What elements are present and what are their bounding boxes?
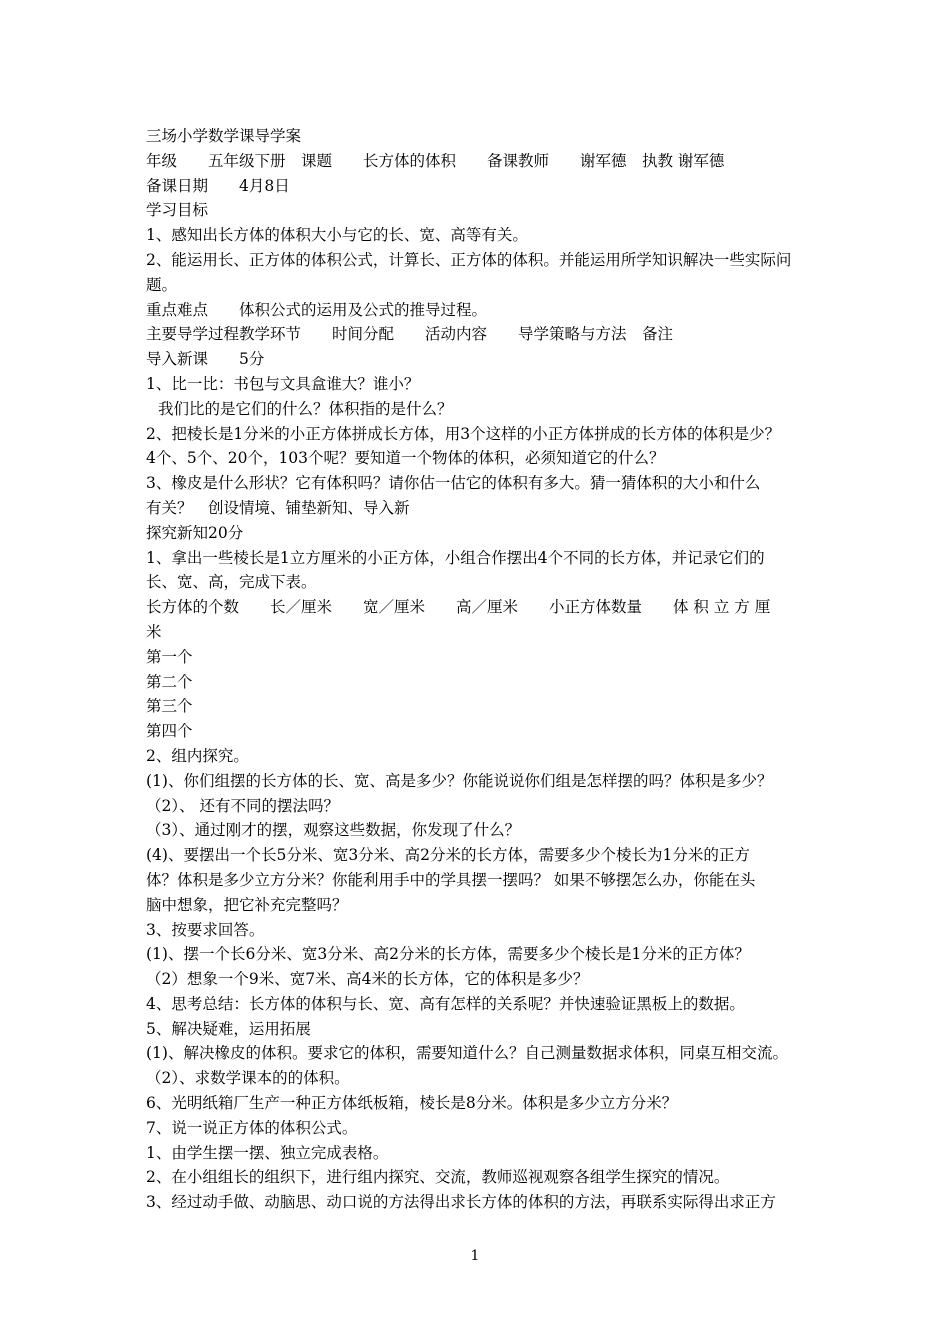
text-line: 4、思考总结：长方体的体积与长、宽、高有怎样的关系呢？并快速验证黑板上的数据。 bbox=[146, 994, 745, 1013]
text-line: 题。 bbox=[146, 275, 178, 294]
section-heading-intro: 导入新课 5分 bbox=[146, 350, 265, 369]
text-line: 5、解决疑难，运用拓展 bbox=[146, 1019, 311, 1038]
text-line: 3、橡皮是什么形状？它有体积吗？请你估一估它的体积有多大。猜一猜体积的大小和什么 bbox=[146, 474, 761, 493]
table-row-label: 第一个 bbox=[146, 647, 193, 666]
document-body bbox=[146, 124, 816, 1215]
text-line: 7、说一说正方体的体积公式。 bbox=[146, 1118, 358, 1137]
text-line: (1)、摆一个长6分米、宽3分米、高2分米的长方体，需要多少个棱长是1分米的正方体？ bbox=[146, 945, 750, 964]
text-line: (1)、解决橡皮的体积。要求它的体积，需要知道什么？自己测量数据求体积，同桌互相交流。 bbox=[146, 1044, 788, 1063]
text-line: （2）想象一个9米、宽7米、高4米的长方体，它的体积是多少？ bbox=[146, 970, 589, 989]
table-row-label: 第二个 bbox=[146, 672, 193, 691]
text-line: 脑中想象，把它补充完整吗？ bbox=[146, 895, 348, 914]
text-line: 1、感知出长方体的体积大小与它的长、宽、高等有关。 bbox=[146, 226, 528, 245]
lesson-info-line: 年级 五年级下册 课题 长方体的体积 备课教师 谢军德 执教 谢军德 bbox=[146, 151, 725, 170]
key-points-line: 重点难点 体积公式的运用及公式的推导过程。 bbox=[146, 300, 488, 319]
text-line: 1、由学生摆一摆、独立完成表格。 bbox=[146, 1143, 389, 1162]
table-row-label: 第四个 bbox=[146, 722, 193, 741]
section-heading-explore: 探究新知20分 bbox=[146, 523, 244, 542]
text-line: 2、组内探究。 bbox=[146, 746, 249, 765]
text-line: (1)、你们组摆的长方体的长、宽、高是多少？你能说说你们组是怎样摆的吗？体积是多少？ bbox=[146, 771, 773, 790]
text-line: 3、经过动手做、动脑思、动口说的方法得出求长方体的体积的方法，再联系实际得出求正方 bbox=[146, 1193, 776, 1212]
section-heading-objectives: 学习目标 bbox=[146, 201, 209, 220]
text-line: 3、按要求回答。 bbox=[146, 920, 265, 939]
table-row-label: 第三个 bbox=[146, 697, 193, 716]
lesson-date-line: 备课日期 4月8日 bbox=[146, 176, 290, 195]
page-number: 1 bbox=[470, 1248, 480, 1264]
text-line: 2、在小组组长的组织下，进行组内探究、交流，教师巡视观察各组学生探究的情况。 bbox=[146, 1168, 730, 1187]
table-columns-line: 长方体的个数 长／厘米 宽／厘米 高／厘米 小正方体数量 体 积 立 方 厘 bbox=[146, 598, 771, 617]
table-header-line: 主要导学过程教学环节 时间分配 活动内容 导学策略与方法 备注 bbox=[146, 325, 674, 344]
text-line: 4个、5个、20个，103个呢？要知道一个物体的体积，必须知道它的什么？ bbox=[146, 449, 665, 468]
text-line: 6、光明纸箱厂生产一种正方体纸板箱，棱长是8分米。体积是多少立方分米？ bbox=[146, 1094, 678, 1113]
text-line: 长、宽、高，完成下表。 bbox=[146, 573, 317, 592]
text-line: （3）、通过刚才的摆，观察这些数据，你发现了什么？ bbox=[146, 821, 521, 840]
text-line: 我们比的是它们的什么？体积指的是什么？ bbox=[158, 399, 453, 418]
text-line: 1、比一比：书包与文具盒谁大？谁小？ bbox=[146, 374, 420, 393]
text-line: （2）、 还有不同的摆法吗？ bbox=[146, 796, 340, 815]
document-title: 三场小学数学课导学案 bbox=[146, 127, 302, 145]
text-line: 1、拿出一些棱长是1立方厘米的小正方体，小组合作摆出4个不同的长方体，并记录它们的 bbox=[146, 548, 765, 567]
text-line: 米 bbox=[146, 622, 162, 641]
text-line: 2、把棱长是1分米的小正方体拼成长方体，用3个这样的小正方体拼成的长方体的体积是少？ bbox=[146, 424, 781, 443]
text-line: (4)、要摆出一个长5分米、宽3分米、高2分米的长方体，需要多少个棱长为1分米的正方 bbox=[146, 846, 750, 865]
text-line: 体？体积是多少立方分米？你能利用手中的学具摆一摆吗？ 如果不够摆怎么办，你能在头 bbox=[146, 870, 756, 889]
text-line: 有关？ 创设情境、铺垫新知、导入新 bbox=[146, 498, 410, 517]
text-line: （2）、求数学课本的的体积。 bbox=[146, 1069, 350, 1088]
text-line: 2、能运用长、正方体的体积公式，计算长、正方体的体积。并能运用所学知识解决一些实际问 bbox=[146, 250, 792, 269]
